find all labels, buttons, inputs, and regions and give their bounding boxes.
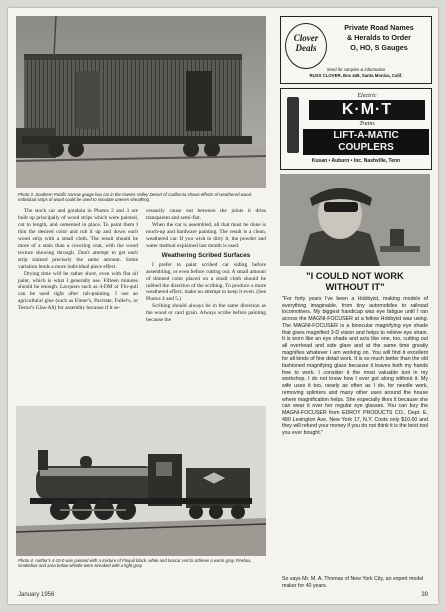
section-heading: Weathering Scribed Surfaces bbox=[161, 251, 251, 259]
photo3-caption: Photo 3. Southern Pacific narrow gauge box car in the Owens Valley Desert of California shows effects of weathered wood. Individual strips of wood could be used to simulate uneven sheathing. bbox=[18, 192, 253, 203]
photo-locomotive bbox=[16, 406, 266, 556]
clover-line-4: Send for samples & information bbox=[326, 67, 386, 72]
clover-text bbox=[331, 23, 427, 53]
col1-paragraph-1: The stock car and gondola in Photos 2 and 3 are built up principally of wood strips which were painted, cut to length, and cemented in place. To paint them I thin the desired color and rub it up and down each wood strip with a small cloth. The result should be more of a stain than a covering coat, with the wood texture showing through. Don't attempt to get each strip stained precisely the same amount. Some variation lends a more individual piece effect. bbox=[18, 208, 138, 270]
locomotive-illustration bbox=[16, 406, 266, 556]
kmt-address: Kusan • Auburn • Inc. Nashville, Tenn bbox=[311, 158, 401, 164]
badge-line-2: Deals bbox=[295, 43, 317, 53]
magni-focuser-ad bbox=[280, 174, 430, 602]
kmt-script: Electric bbox=[357, 93, 377, 99]
col2-paragraph-2: When the car is assembled, all that must be done is touch-up and hardware painting. The result is a clean, weathered car. If you wish to dirty it, the powder and water method explained last month is used. bbox=[146, 221, 266, 249]
article-column-2 bbox=[146, 208, 266, 324]
kmt-brand: K·M·T bbox=[309, 100, 425, 120]
clover-decals-ad bbox=[280, 16, 432, 84]
focuser-headline-2: WITHOUT IT" bbox=[325, 281, 385, 292]
clover-line-2: & Heralds to Order bbox=[347, 33, 411, 42]
article-column-1 bbox=[18, 208, 138, 312]
focuser-signoff: So says Mr. M. A. Thomas of New York City, an expert model maker for 40 years. bbox=[282, 576, 424, 589]
man-with-visor-photo bbox=[280, 174, 430, 266]
photo4-caption: Photo 4. Author's 4-10-0 was painted with a mixture of Floquil black, white and boxcar red to achieve a warm gray. Firebox, smokebox and area below whistle were streaked with a light gray. bbox=[18, 558, 252, 569]
page-number: 39 bbox=[421, 592, 428, 598]
col2-paragraph-1: cessarily cause out between the joints it dries transparent and semi-flat. bbox=[146, 208, 266, 221]
focuser-headline-1: "I COULD NOT WORK bbox=[306, 270, 404, 281]
badge-line-1: Clover bbox=[293, 33, 319, 43]
clover-line-3: O, HO, S Gauges bbox=[350, 43, 408, 52]
clover-line-1: Private Road Names bbox=[344, 23, 414, 32]
man-photo-illustration bbox=[280, 174, 430, 266]
kmt-headline-banner bbox=[303, 129, 429, 155]
magazine-page bbox=[8, 8, 438, 604]
clover-badge bbox=[285, 23, 327, 69]
col1-paragraph-2: Drying time will be rather short, even with flat oil paint, which is what I generally use. Fifteen minutes should be enough. Lacquers such as 4-DM or Flo-quil can be used right after rub-painting. I use an agricultural glue (such as Elmer's, Pactrate, Fuller's, or Testor's Glas-All) for assembly because if it se- bbox=[18, 270, 138, 312]
col2-paragraph-3: I prefer to paint scribed car siding before assembling, or even before cutting out. A small amount of thinned color placed on a small cloth should be rubbed the direction of the scribing. To produce a more weathered effect, make no attempt to keep it even. (See Photos 4 and 5.) bbox=[146, 261, 266, 303]
boxcar-illustration bbox=[16, 16, 266, 188]
col2-paragraph-4: Scribing should always be in the same direction as the wood or card grain. Always scribe before painting because the bbox=[146, 303, 266, 324]
clover-line-5: RUSS CLOVER, Box 449, Santa Monica, Calif. bbox=[309, 73, 403, 78]
kmt-headline-2: COUPLERS bbox=[338, 142, 394, 153]
kmt-headline-1: LIFT-A-MATIC bbox=[333, 130, 399, 141]
kmt-couplers-ad bbox=[280, 88, 432, 170]
coupler-icon bbox=[287, 97, 299, 153]
focuser-body: "For forty years I've been a Hobbyist, making models of everything imaginable, from tiny automobiles to railroad locomotives. My biggest handicap was eye fatigue until I ran across the MAGNI-FOCUSER at a fellow Hobbyist was using. The MAGNI-FOCUSER is a binocular magnifying eye shade that gives magnified 3-D vision and helps to relieve eye strain. It is worn like an eye shade and acts like one, too, cutting out all overhead and side glare and at the same time greatly magnifies whatever I am working on. You will find it excellent for all kinds of fine detail work. It is so much better than the old fashioned magnifying glass because it leaves both my hands free to work. I consider it the most valuable tool in my workshop. I do not know how I ever got along without it. My wife uses it too, nearly as often as I do, for needle work, removing splinters and many other uses around the house where magnification helps. She especially likes it because she can wear it over her regular eye glasses. You can buy the MAGNI-FOCUSER from EDROY PRODUCTS CO., Dept. E, 480 Lexington Ave, New York 17, N.Y. Costs only $10.00 and they will refund your money if you do not think it is the best tool you ever bought." bbox=[282, 296, 428, 437]
kmt-sub: Trains bbox=[359, 121, 375, 127]
issue-date: January 1956 bbox=[18, 592, 55, 598]
photo-boxcar bbox=[16, 16, 266, 188]
